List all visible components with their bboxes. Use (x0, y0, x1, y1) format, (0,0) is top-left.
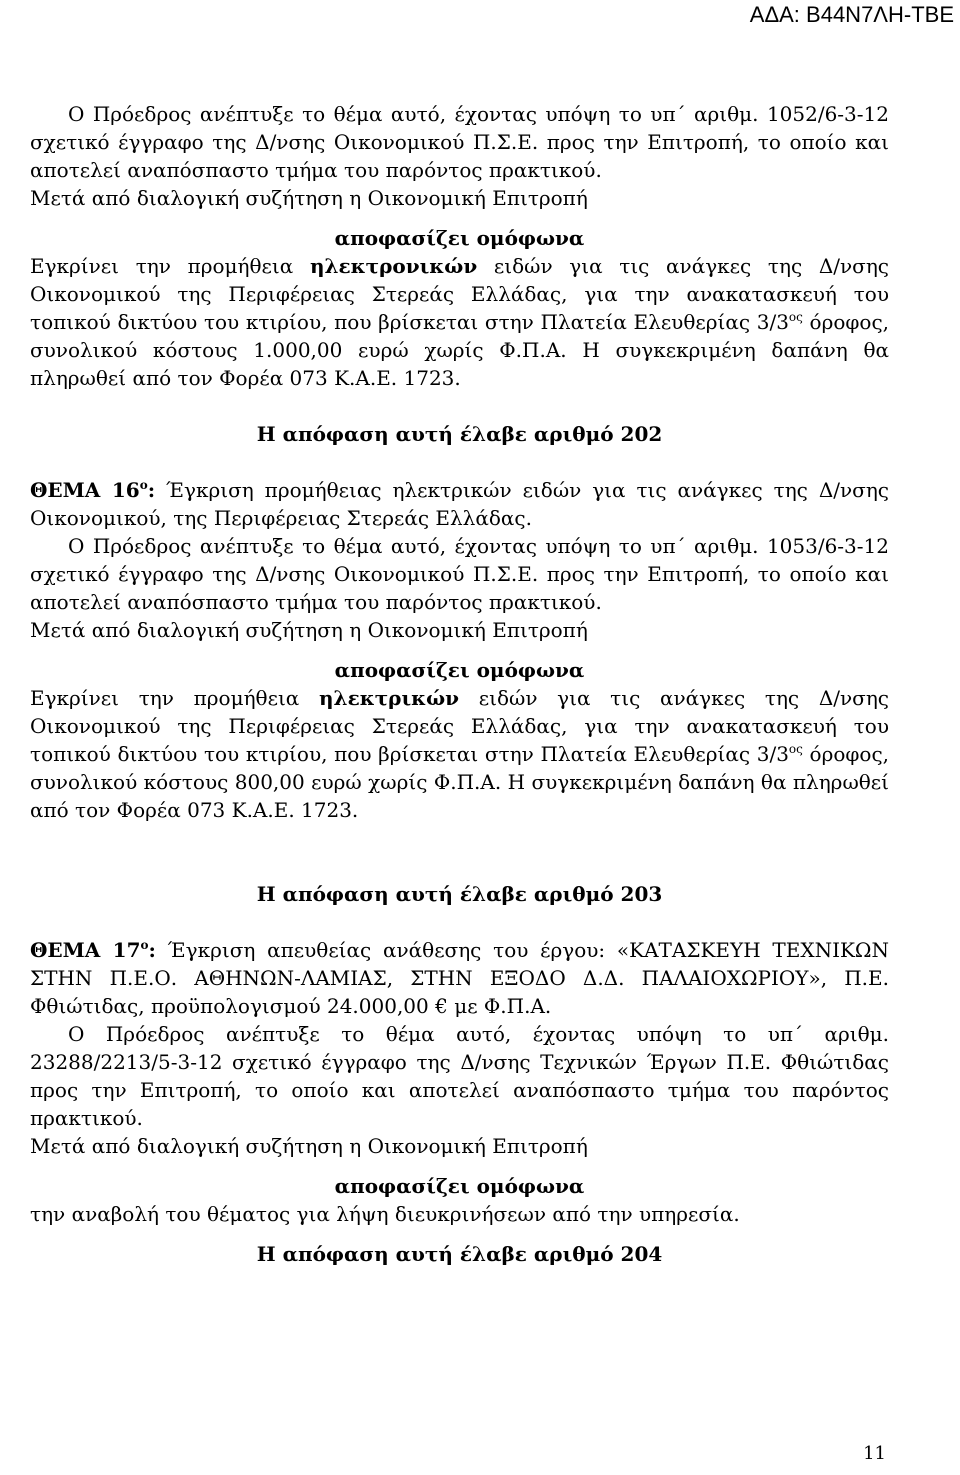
section2-body-mid: ειδών για τις ανάγκες της Δ/νσης Οικονομικού της Περιφέρειας Στερεάς Ελλάδας, για την ανακατασκευή του τοπικού δικτύου του κτιρίου, που βρίσκεται στην Πλατεία Ελευθερίας 3/3 (30, 686, 889, 766)
section3-theme-colon: : (148, 938, 156, 962)
section2-body-sup: ος (788, 742, 803, 756)
section2-decision: Η απόφαση αυτή έλαβε αριθμό 203 (256, 882, 663, 906)
section2-theme (30, 476, 889, 532)
section2-theme-sup: ο (139, 478, 148, 492)
section1-body-sup: ος (788, 310, 803, 324)
section1-body-mid: ειδών για τις ανάγκες της Δ/νσης Οικονομικού της Περιφέρειας Στερεάς Ελλάδας, για την ανακατασκευή του τοπικού δικτύου του κτιρίου, που βρίσκεται στην Πλατεία Ελευθερίας 3/3 (30, 254, 890, 334)
section2-theme-colon: : (147, 478, 156, 502)
section3-decision: Η απόφαση αυτή έλαβε αριθμό 204 (256, 1242, 663, 1266)
minutes-content (30, 100, 889, 1268)
section1-intro: Ο Πρόεδρος ανέπτυξε το θέμα αυτό, έχοντας υπόψη το υπ΄ αριθμ. 1052/6-3-12 σχετικό έγγραφο της Δ/νσης Οικονομικού Π.Σ.Ε. προς την Επιτροπή, το οποίο και αποτελεί αναπόσπαστο τμήμα του παρόντος πρακτικού. (30, 102, 889, 182)
section1-body (30, 252, 889, 392)
section3-intro: Ο Πρόεδρος ανέπτυξε το θέμα αυτό, έχοντας υπόψη το υπ΄ αριθμ. 23288/2213/5-3-12 σχετικό έγγραφο της Δ/νσης Τεχνικών Έργων Π.Ε. Φθιώτιδας προς την Επιτροπή, το οποίο και αποτελεί αναπόσπαστο τμήμα του παρόντος πρακτικού. (30, 1022, 889, 1130)
section3-decides: αποφασίζει ομόφωνα (334, 1174, 585, 1198)
section3-theme-text: Έγκριση απευθείας ανάθεσης του έργου: «ΚΑΤΑΣΚΕΥΗ ΤΕΧΝΙΚΩΝ ΣΤΗΝ Π.Ε.Ο. ΑΘΗΝΩΝ-ΛΑΜΙΑΣ, ΣΤΗΝ ΕΞΟΔΟ Δ.Δ. ΠΑΛΑΙΟΧΩΡΙΟΥ», Π.Ε. Φθιώτιδας, προϋπολογισμού 24.000,00 € με Φ.Π.Α. (30, 938, 889, 1018)
section2-intro: Ο Πρόεδρος ανέπτυξε το θέμα αυτό, έχοντας υπόψη το υπ΄ αριθμ. 1053/6-3-12 σχετικό έγγραφο της Δ/νσης Οικονομικού Π.Σ.Ε. προς την Επιτροπή, το οποίο και αποτελεί αναπόσπαστο τμήμα του παρόντος πρακτικού. (30, 534, 889, 614)
section3-theme-prefix: ΘΕΜΑ 17 (30, 938, 141, 962)
ada-code: ΑΔΑ: Β44Ν7ΛΗ-ΤΒΕ (749, 2, 954, 27)
section2-discussion: Μετά από διαλογική συζήτηση η Οικονομική Επιτροπή (30, 618, 588, 642)
section1-decision: Η απόφαση αυτή έλαβε αριθμό 202 (256, 422, 663, 446)
section3-theme-sup: ο (140, 938, 149, 952)
section2-decides: αποφασίζει ομόφωνα (334, 658, 585, 682)
section3-theme (30, 936, 889, 1020)
page-number: 11 (863, 1443, 886, 1464)
section2-body-pre: Εγκρίνει την προμήθεια (30, 686, 319, 710)
section1-decides: αποφασίζει ομόφωνα (334, 226, 585, 250)
section2-body-post: όροφος, συνολικού κόστους 800,00 ευρώ χωρίς Φ.Π.Α. Η συγκεκριμένη δαπάνη θα πληρωθεί από τον Φορέα 073 Κ.Α.Ε. 1723. (30, 742, 889, 822)
section2-theme-text: Έγκριση προμήθειας ηλεκτρικών ειδών για τις ανάγκες της Δ/νσης Οικονομικού, της Περιφέρειας Στερεάς Ελλάδας. (30, 478, 889, 530)
section1-body-pre: Εγκρίνει την προμήθεια (30, 254, 310, 278)
section2-theme-prefix: ΘΕΜΑ 16 (30, 478, 140, 502)
section3-body: την αναβολή του θέματος για λήψη διευκρινήσεων από την υπηρεσία. (30, 1202, 740, 1226)
section2-body-bold: ηλεκτρικών (319, 686, 460, 710)
section1-body-bold: ηλεκτρονικών (309, 254, 478, 278)
section3-discussion: Μετά από διαλογική συζήτηση η Οικονομική Επιτροπή (30, 1134, 588, 1158)
section1-body-post: όροφος, συνολικού κόστους 1.000,00 ευρώ χωρίς Φ.Π.Α. Η συγκεκριμένη δαπάνη θα πληρωθεί από τον Φορέα 073 Κ.Α.Ε. 1723. (30, 310, 889, 390)
section1-discussion: Μετά από διαλογική συζήτηση η Οικονομική Επιτροπή (30, 186, 588, 210)
section2-body (30, 684, 889, 824)
